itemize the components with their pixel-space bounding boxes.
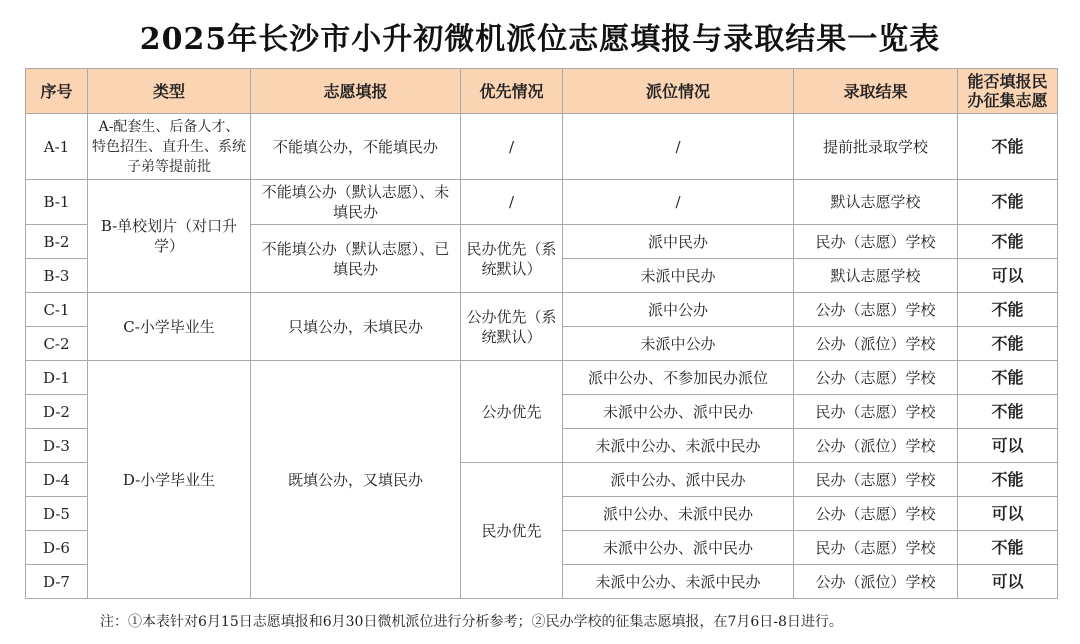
type-cell: B-单校划片（对口升学） (88, 180, 251, 293)
assign-cell: 派中公办、未派中民办 (563, 497, 794, 531)
priority-cell: 公办优先（系统默认） (461, 293, 563, 361)
assign-cell: 未派中公办 (563, 327, 794, 361)
row-id: D-5 (26, 497, 88, 531)
header-cell: 录取结果 (794, 69, 958, 114)
row-id: B-2 (26, 225, 88, 259)
assign-cell: / (563, 114, 794, 180)
header-cell: 序号 (26, 69, 88, 114)
assign-cell: 未派中公办、派中民办 (563, 531, 794, 565)
header-cell: 派位情况 (563, 69, 794, 114)
can-apply-cell: 不能 (958, 225, 1058, 259)
row-id: A-1 (26, 114, 88, 180)
assign-cell: 派中民办 (563, 225, 794, 259)
assign-cell: 未派中公办、未派中民办 (563, 429, 794, 463)
header-row (26, 69, 1058, 114)
assign-cell: 未派中民办 (563, 259, 794, 293)
result-cell: 民办（志愿）学校 (794, 395, 958, 429)
row-id: B-3 (26, 259, 88, 293)
assign-cell: / (563, 180, 794, 225)
row-id: D-1 (26, 361, 88, 395)
header-cell: 优先情况 (461, 69, 563, 114)
header-cell: 能否填报民办征集志愿 (958, 69, 1058, 114)
type-cell: A-配套生、后备人才、特色招生、直升生、系统子弟等提前批 (88, 114, 251, 180)
summary-table (25, 68, 1058, 599)
can-apply-cell: 不能 (958, 531, 1058, 565)
can-apply-cell: 不能 (958, 293, 1058, 327)
can-apply-cell: 可以 (958, 497, 1058, 531)
assign-cell: 派中公办、派中民办 (563, 463, 794, 497)
header-cell: 志愿填报 (251, 69, 461, 114)
can-apply-cell: 不能 (958, 180, 1058, 225)
result-cell: 公办（派位）学校 (794, 429, 958, 463)
row-id: D-2 (26, 395, 88, 429)
result-cell: 民办（志愿）学校 (794, 531, 958, 565)
result-cell: 民办（志愿）学校 (794, 463, 958, 497)
row-id: B-1 (26, 180, 88, 225)
can-apply-cell: 不能 (958, 395, 1058, 429)
can-apply-cell: 不能 (958, 463, 1058, 497)
result-cell: 默认志愿学校 (794, 259, 958, 293)
priority-cell: / (461, 180, 563, 225)
result-cell: 公办（派位）学校 (794, 327, 958, 361)
footnote: 注：①本表针对6月15日志愿填报和6月30日微机派位进行分析参考；②民办学校的征集志愿填报，在7月6日-8日进行。 (100, 614, 843, 630)
priority-cell: / (461, 114, 563, 180)
fill-cell: 既填公办，又填民办 (251, 361, 461, 599)
fill-cell: 只填公办，未填民办 (251, 293, 461, 361)
assign-cell: 派中公办 (563, 293, 794, 327)
priority-cell: 民办优先（系统默认） (461, 225, 563, 293)
priority-cell: 公办优先 (461, 361, 563, 463)
type-cell: D-小学毕业生 (88, 361, 251, 599)
assign-cell: 未派中公办、未派中民办 (563, 565, 794, 599)
result-cell: 提前批录取学校 (794, 114, 958, 180)
table-row (26, 114, 1058, 180)
header-cell: 类型 (88, 69, 251, 114)
result-cell: 公办（派位）学校 (794, 565, 958, 599)
row-id: D-4 (26, 463, 88, 497)
can-apply-cell: 不能 (958, 327, 1058, 361)
result-cell: 民办（志愿）学校 (794, 225, 958, 259)
result-cell: 公办（志愿）学校 (794, 293, 958, 327)
table-row (26, 361, 1058, 395)
page-title: 2025年长沙市小升初微机派位志愿填报与录取结果一览表 (139, 22, 941, 57)
can-apply-cell: 不能 (958, 361, 1058, 395)
type-cell: C-小学毕业生 (88, 293, 251, 361)
fill-cell: 不能填公办（默认志愿）、已填民办 (251, 225, 461, 293)
table-row (26, 293, 1058, 327)
fill-cell: 不能填公办，不能填民办 (251, 114, 461, 180)
priority-cell: 民办优先 (461, 463, 563, 599)
can-apply-cell: 可以 (958, 429, 1058, 463)
result-cell: 默认志愿学校 (794, 180, 958, 225)
can-apply-cell: 可以 (958, 259, 1058, 293)
row-id: D-6 (26, 531, 88, 565)
row-id: C-1 (26, 293, 88, 327)
assign-cell: 派中公办、不参加民办派位 (563, 361, 794, 395)
row-id: C-2 (26, 327, 88, 361)
row-id: D-7 (26, 565, 88, 599)
fill-cell: 不能填公办（默认志愿）、未填民办 (251, 180, 461, 225)
can-apply-cell: 不能 (958, 114, 1058, 180)
table-row (26, 180, 1058, 225)
assign-cell: 未派中公办、派中民办 (563, 395, 794, 429)
result-cell: 公办（志愿）学校 (794, 497, 958, 531)
row-id: D-3 (26, 429, 88, 463)
result-cell: 公办（志愿）学校 (794, 361, 958, 395)
can-apply-cell: 可以 (958, 565, 1058, 599)
